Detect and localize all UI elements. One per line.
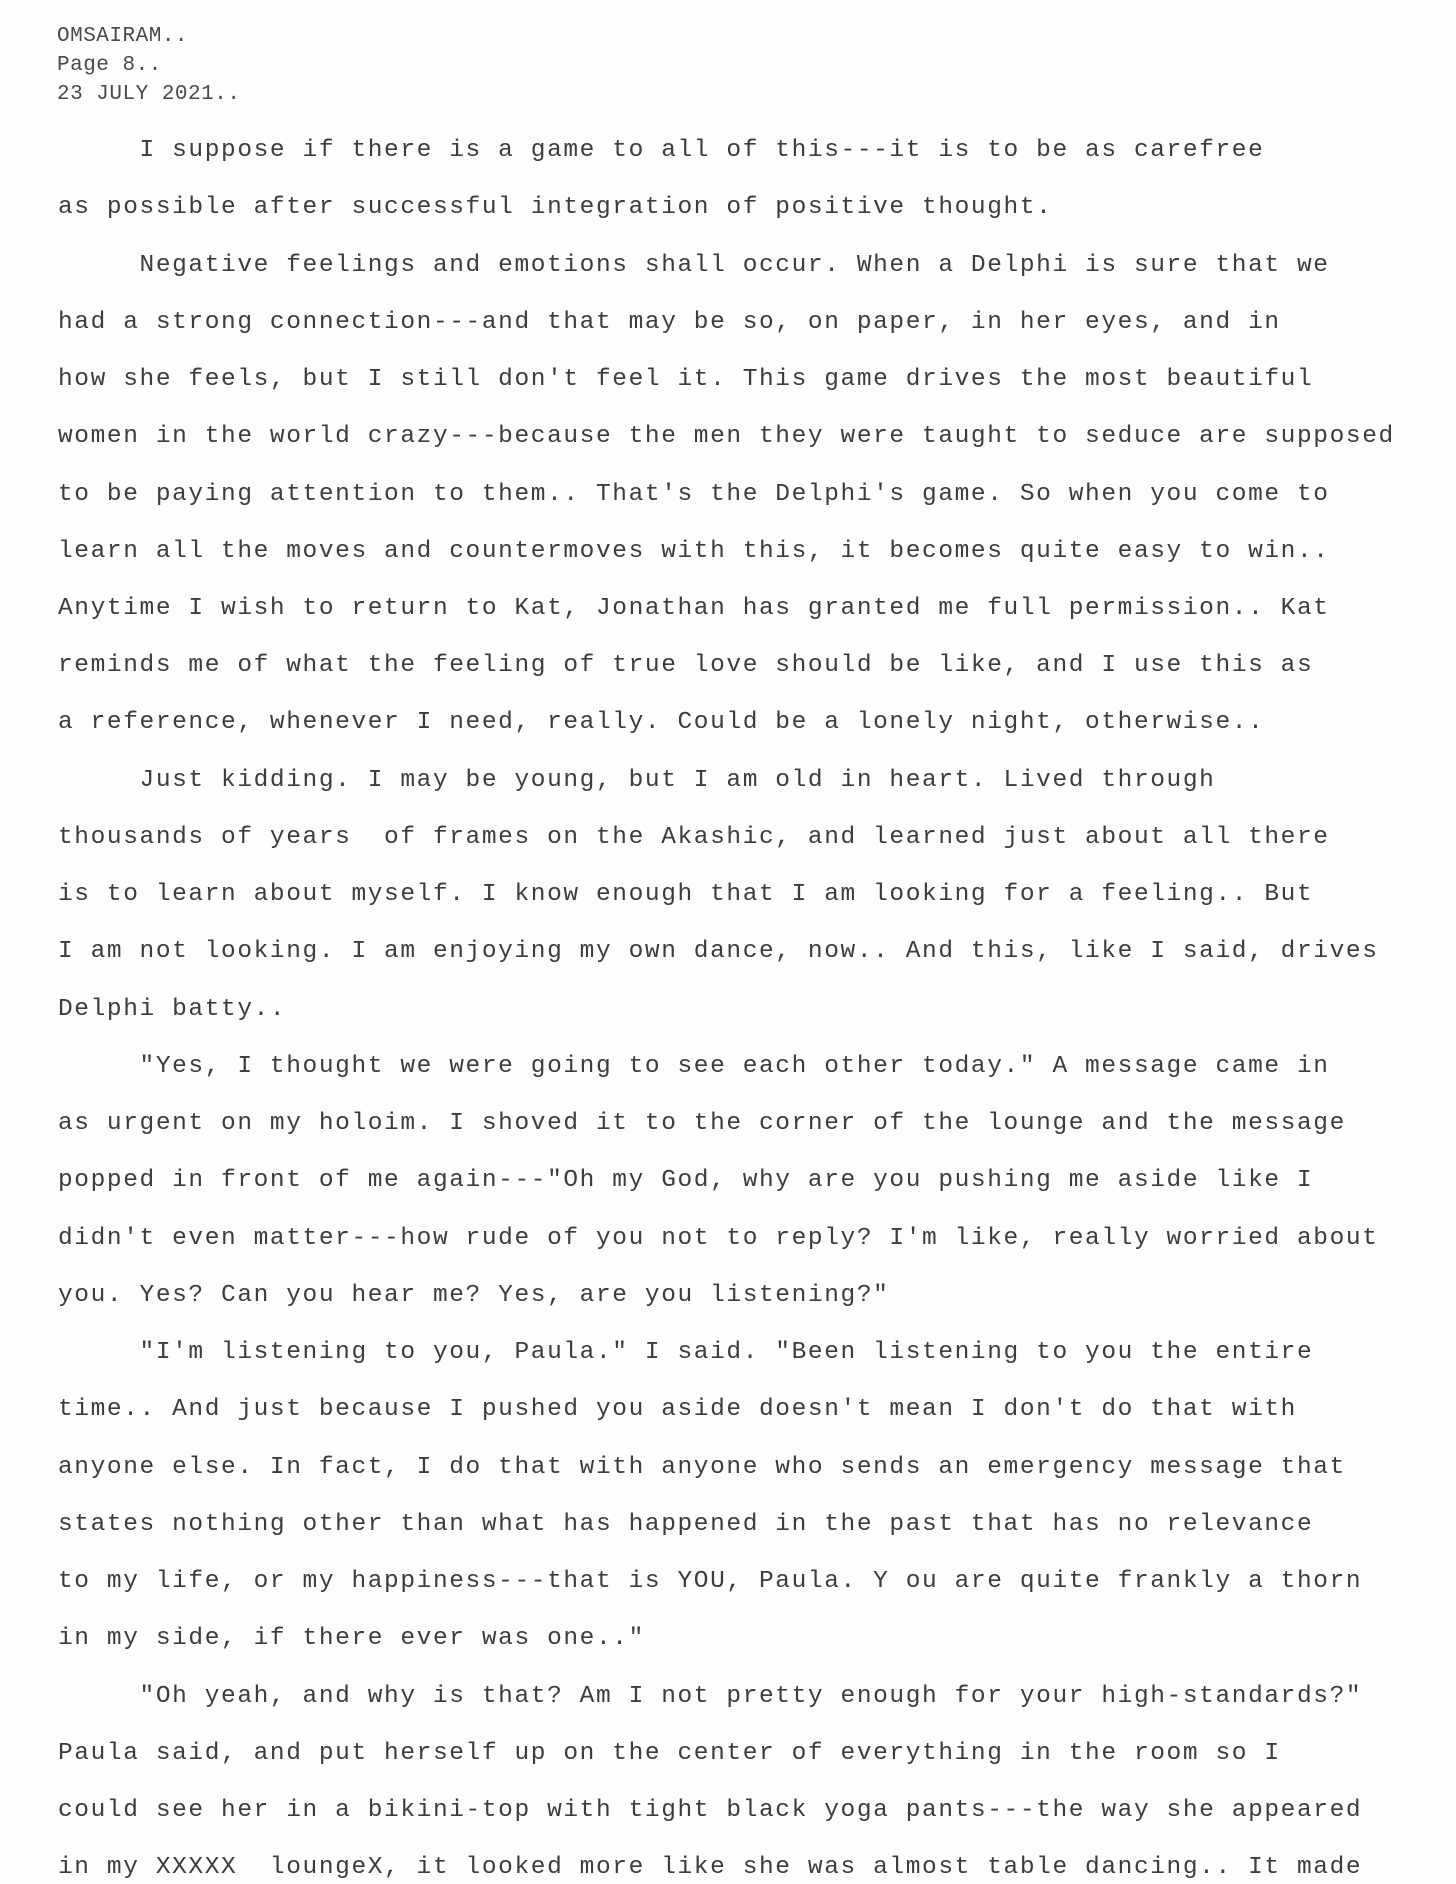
text-line: reminds me of what the feeling of true love should be like, and I use this as <box>58 652 1314 679</box>
text-line: a reference, whenever I need, really. Could be a lonely night, otherwise.. <box>58 709 1265 736</box>
text-line: Negative feelings and emotions shall occur. When a Delphi is sure that we <box>58 252 1330 279</box>
text-line: didn't even matter---how rude of you not to reply? I'm like, really worried about <box>58 1225 1379 1252</box>
text-line: as possible after successful integration of positive thought. <box>58 194 1053 221</box>
text-line: Paula said, and put herself up on the center of everything in the room so I <box>58 1740 1281 1767</box>
text-line: to be paying attention to them.. That's the Delphi's game. So when you come to <box>58 481 1330 508</box>
text-line: Anytime I wish to return to Kat, Jonathan has granted me full permission.. Kat <box>58 595 1330 622</box>
text-line: "Oh yeah, and why is that? Am I not pretty enough for your high-standards?" <box>58 1683 1363 1710</box>
text-line: popped in front of me again---"Oh my God, why are you pushing me aside like I <box>58 1167 1314 1194</box>
text-line: I suppose if there is a game to all of this---it is to be as carefree <box>58 137 1265 164</box>
header-date: 23 JULY 2021.. <box>57 83 241 106</box>
text-line: "I'm listening to you, Paula." I said. "Been listening to you the entire <box>58 1339 1314 1366</box>
text-line: anyone else. In fact, I do that with anyone who sends an emergency message that <box>58 1454 1346 1481</box>
text-line: as urgent on my holoim. I shoved it to the corner of the lounge and the message <box>58 1110 1346 1137</box>
text-line: how she feels, but I still don't feel it. This game drives the most beautiful <box>58 366 1314 393</box>
text-line: is to learn about myself. I know enough that I am looking for a feeling.. But <box>58 881 1314 908</box>
text-line: I am not looking. I am enjoying my own dance, now.. And this, like I said, drives <box>58 938 1379 965</box>
text-line: learn all the moves and countermoves with this, it becomes quite easy to win.. <box>58 538 1330 565</box>
text-line: you. Yes? Can you hear me? Yes, are you listening?" <box>58 1282 890 1309</box>
text-line: thousands of years of frames on the Akashic, and learned just about all there <box>58 824 1330 851</box>
text-line: in my side, if there ever was one.." <box>58 1625 645 1652</box>
text-line: "Yes, I thought we were going to see each other today." A message came in <box>58 1053 1330 1080</box>
text-line: Just kidding. I may be young, but I am old in heart. Lived through <box>58 767 1216 794</box>
text-line: states nothing other than what has happened in the past that has no relevance <box>58 1511 1314 1538</box>
text-line: to my life, or my happiness---that is YOU, Paula. Y ou are quite frankly a thorn <box>58 1568 1363 1595</box>
header-title: OMSAIRAM.. <box>57 25 189 48</box>
text-line: women in the world crazy---because the men they were taught to seduce are supposed <box>58 423 1395 450</box>
page-header <box>57 22 240 109</box>
text-line: Delphi batty.. <box>58 996 287 1023</box>
header-page-number: Page 8.. <box>57 54 162 77</box>
text-line: could see her in a bikini-top with tight black yoga pants---the way she appeared <box>58 1797 1363 1824</box>
text-line: time.. And just because I pushed you aside doesn't mean I don't do that with <box>58 1396 1297 1423</box>
text-line: had a strong connection---and that may be so, on paper, in her eyes, and in <box>58 309 1281 336</box>
text-line: in my XXXXX loungeX, it looked more like she was almost table dancing.. It made <box>58 1854 1363 1881</box>
